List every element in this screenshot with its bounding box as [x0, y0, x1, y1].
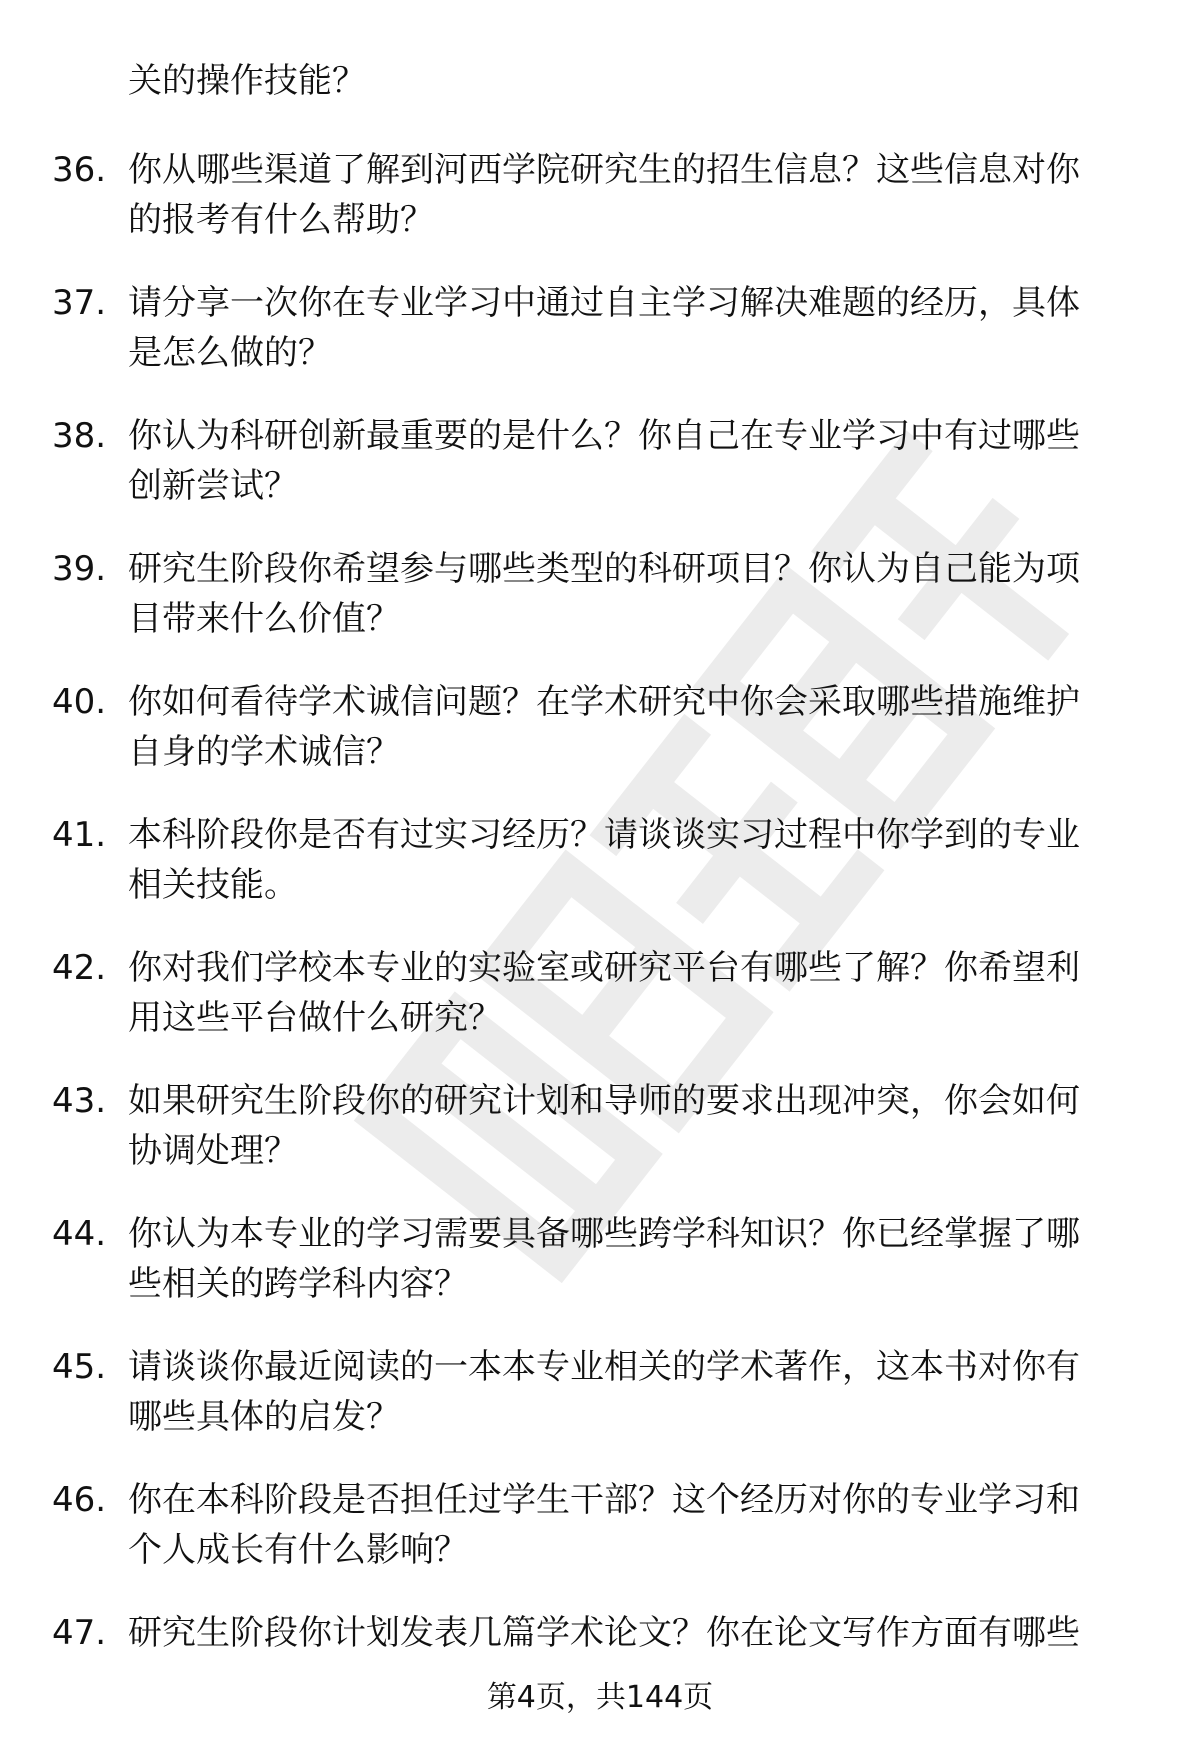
question-item: [0, 1475, 1200, 1608]
question-text-line: 请分享一次你在专业学习中通过自主学习解决难题的经历，具体: [128, 283, 1080, 323]
question-text-line: 研究生阶段你希望参与哪些类型的科研项目？你认为自己能为项: [128, 549, 1080, 589]
question-text: [128, 145, 1138, 245]
question-text-line: 你如何看待学术诚信问题？在学术研究中你会采取哪些措施维护: [128, 682, 1080, 722]
question-text-line: 的报考有什么帮助？: [128, 200, 434, 240]
question-text-line: 你认为科研创新最重要的是什么？你自己在专业学习中有过哪些: [128, 416, 1080, 456]
question-item: [0, 810, 1200, 943]
page-number-footer: 第4页，共144页: [486, 1680, 714, 1715]
question-text-line: 本科阶段你是否有过实习经历？请谈谈实习过程中你学到的专业: [128, 815, 1080, 855]
question-number: 40.: [52, 682, 107, 722]
question-item: [0, 145, 1200, 278]
question-text: [128, 943, 1138, 1043]
question-text-line: 你对我们学校本专业的实验室或研究平台有哪些了解？你希望利: [128, 948, 1080, 988]
question-text-line: 自身的学术诚信？: [128, 732, 400, 772]
question-text: [128, 1076, 1138, 1176]
question-text: [128, 1209, 1138, 1309]
question-item: [0, 544, 1200, 677]
question-text-line: 是怎么做的？: [128, 333, 332, 373]
question-number: 36.: [52, 150, 107, 190]
question-text: [128, 544, 1138, 644]
question-text: [128, 1475, 1138, 1575]
question-text-line: 创新尝试？: [128, 466, 298, 506]
question-number: 39.: [52, 549, 107, 589]
question-text-line: 你认为本专业的学习需要具备哪些跨学科知识？你已经掌握了哪: [128, 1214, 1080, 1254]
question-number: 47.: [52, 1613, 107, 1653]
question-text: [128, 1342, 1138, 1442]
question-text-line: 如果研究生阶段你的研究计划和导师的要求出现冲突，你会如何: [128, 1081, 1080, 1121]
question-text: [128, 677, 1138, 777]
question-text-line: 个人成长有什么影响？: [128, 1530, 468, 1570]
continued-question-text: 关的操作技能？: [128, 61, 366, 101]
question-text-line: 哪些具体的启发？: [128, 1397, 400, 1437]
question-text-line: 协调处理？: [128, 1131, 298, 1171]
question-number: 37.: [52, 283, 107, 323]
question-text-line: 研究生阶段你计划发表几篇学术论文？你在论文写作方面有哪些: [128, 1613, 1080, 1653]
question-text-line: 请谈谈你最近阅读的一本本专业相关的学术著作，这本书对你有: [128, 1347, 1080, 1387]
question-item: [0, 1076, 1200, 1209]
question-text-line: 你从哪些渠道了解到河西学院研究生的招生信息？这些信息对你: [128, 150, 1080, 190]
question-list: [0, 145, 1200, 1741]
question-number: 43.: [52, 1081, 107, 1121]
question-item: [0, 411, 1200, 544]
question-text-line: 些相关的跨学科内容？: [128, 1264, 468, 1304]
question-item: [0, 943, 1200, 1076]
question-text: [128, 1608, 1138, 1658]
question-text-line: 你在本科阶段是否担任过学生干部？这个经历对你的专业学习和: [128, 1480, 1080, 1520]
question-number: 42.: [52, 948, 107, 988]
question-number: 41.: [52, 815, 107, 855]
question-text-line: 相关技能。: [128, 865, 298, 905]
question-text-line: 目带来什么价值？: [128, 599, 400, 639]
question-number: 45.: [52, 1347, 107, 1387]
question-text: [128, 278, 1138, 378]
question-number: 46.: [52, 1480, 107, 1520]
question-number: 38.: [52, 416, 107, 456]
question-item: [0, 278, 1200, 411]
question-text-line: 用这些平台做什么研究？: [128, 998, 502, 1038]
question-text: [128, 411, 1138, 511]
question-item: [0, 677, 1200, 810]
question-item: [0, 1342, 1200, 1475]
question-item: [0, 1608, 1200, 1741]
question-text: [128, 810, 1138, 910]
question-item: [0, 1209, 1200, 1342]
question-number: 44.: [52, 1214, 107, 1254]
